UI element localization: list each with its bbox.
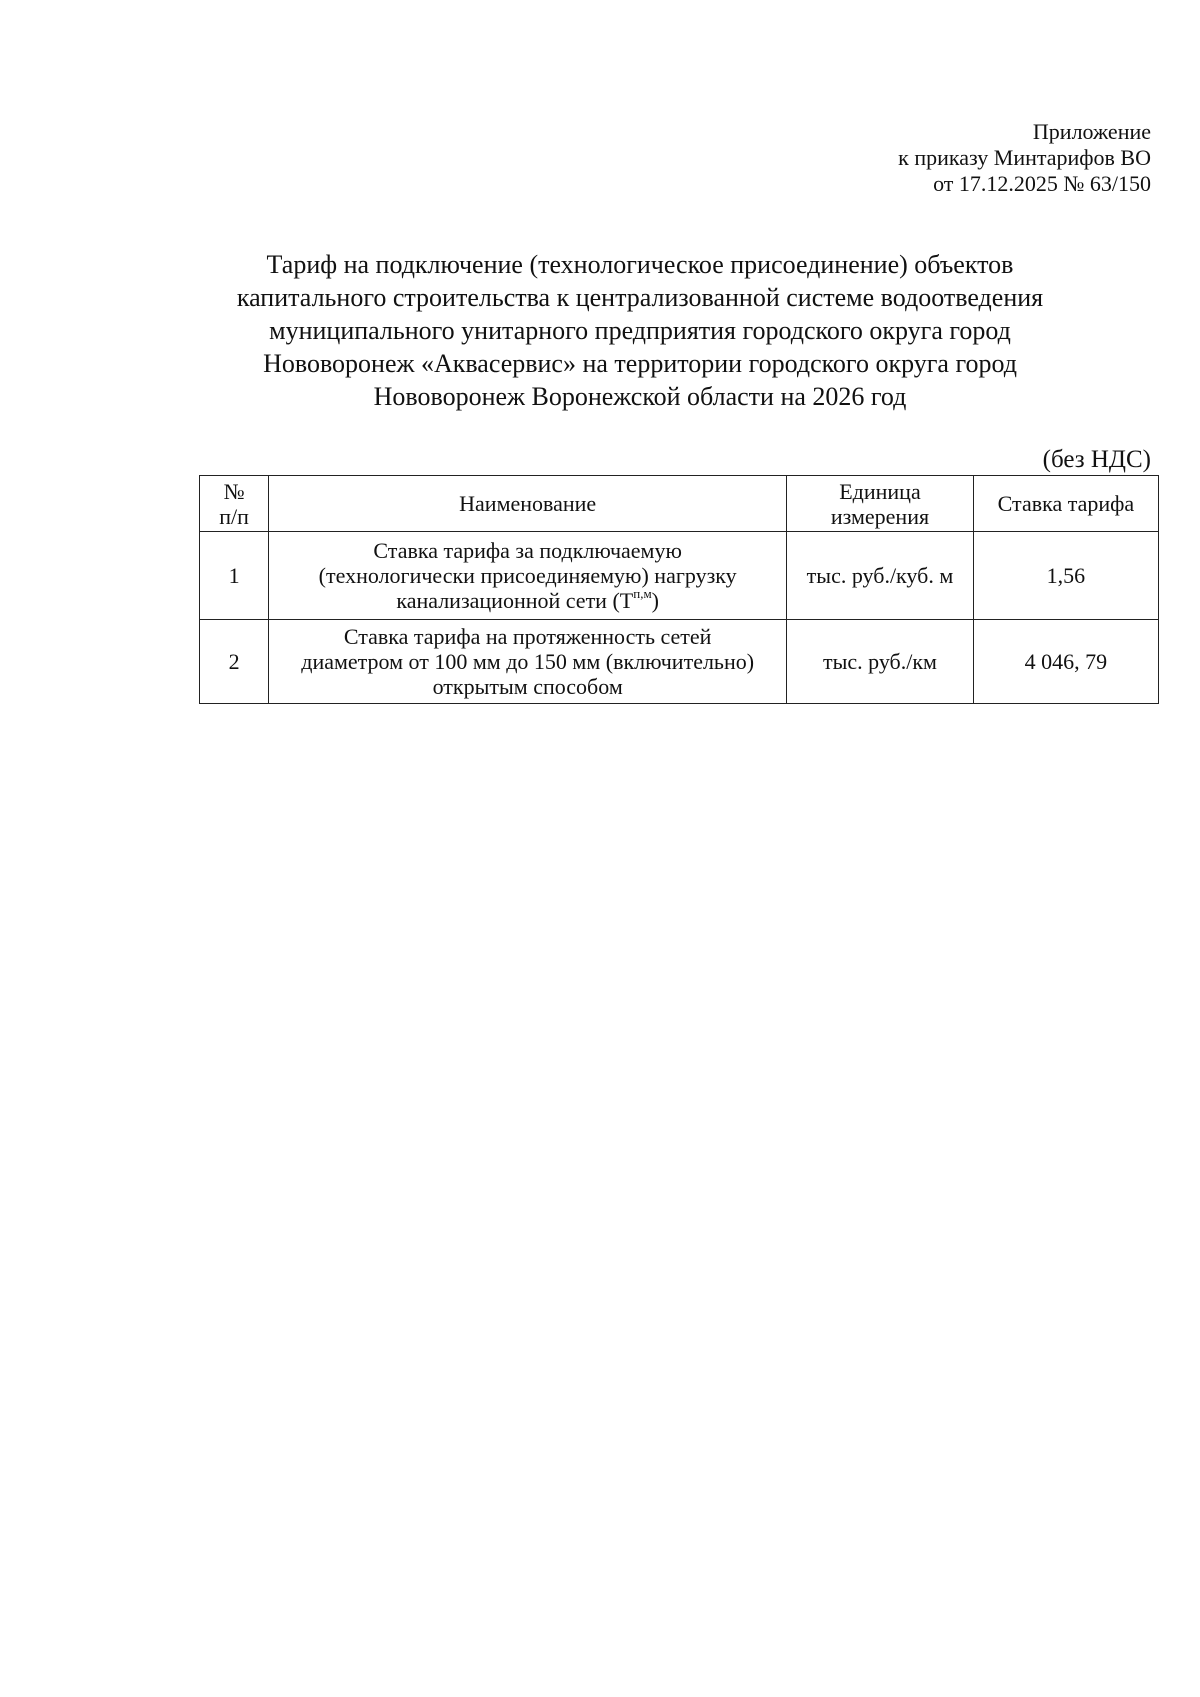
row-unit: тыс. руб./км [787,620,974,704]
row-name-line: открытым способом [432,674,623,699]
appendix-order-date: от 17.12.2025 № 63/150 [933,171,1151,196]
header-num [200,476,269,532]
row-name-line: (технологически присоединяемую) нагрузку [318,563,737,588]
appendix-order-ref: к приказу Минтарифов ВО [898,145,1151,170]
row-name-text: канализационной сети (Т [396,588,634,613]
title-line: Тариф на подключение (технологическое присоединение) объектов [266,250,1014,279]
tariff-superscript: п,м [633,585,652,601]
header-rate [973,476,1158,532]
appendix-label: Приложение [1032,119,1151,144]
header-unit [787,476,974,532]
row-name-close: ) [651,588,659,613]
appendix-header [898,119,1151,197]
row-rate: 4 046, 79 [973,620,1158,704]
header-num-abbr: п/п [219,503,249,529]
row-name-line [271,585,784,613]
header-unit-line2: измерения [830,503,930,529]
header-num-symbol: № [223,478,245,504]
row-name-line: диаметром от 100 мм до 150 мм (включительно) [301,649,755,674]
row-rate: 1,56 [973,532,1158,620]
row-name-line: Ставка тарифа на протяженность сетей [343,624,712,649]
row-name-line: Ставка тарифа за подключаемую [373,538,682,563]
header-unit-line1: Единица [839,478,921,504]
header-name [269,476,787,532]
title-line: муниципального унитарного предприятия городского округа город [269,316,1011,345]
row-num: 2 [200,620,269,704]
title-line: Нововоронеж Воронежской области на 2026 год [373,382,907,411]
row-name [269,620,787,704]
document-title [200,248,1080,413]
row-unit: тыс. руб./куб. м [787,532,974,620]
title-line: капитального строительства к централизованной системе водоотведения [236,283,1044,312]
tariff-table [199,475,1159,704]
header-name-label: Наименование [459,491,597,516]
table-header-row [200,476,1159,532]
row-name [269,532,787,620]
title-line: Нововоронеж «Аквасервис» на территории городского округа город [263,349,1017,378]
vat-note: (без НДС) [1042,446,1151,473]
table-row [200,620,1159,704]
row-num: 1 [200,532,269,620]
table-row [200,532,1159,620]
header-rate-label: Ставка тарифа [997,491,1135,516]
